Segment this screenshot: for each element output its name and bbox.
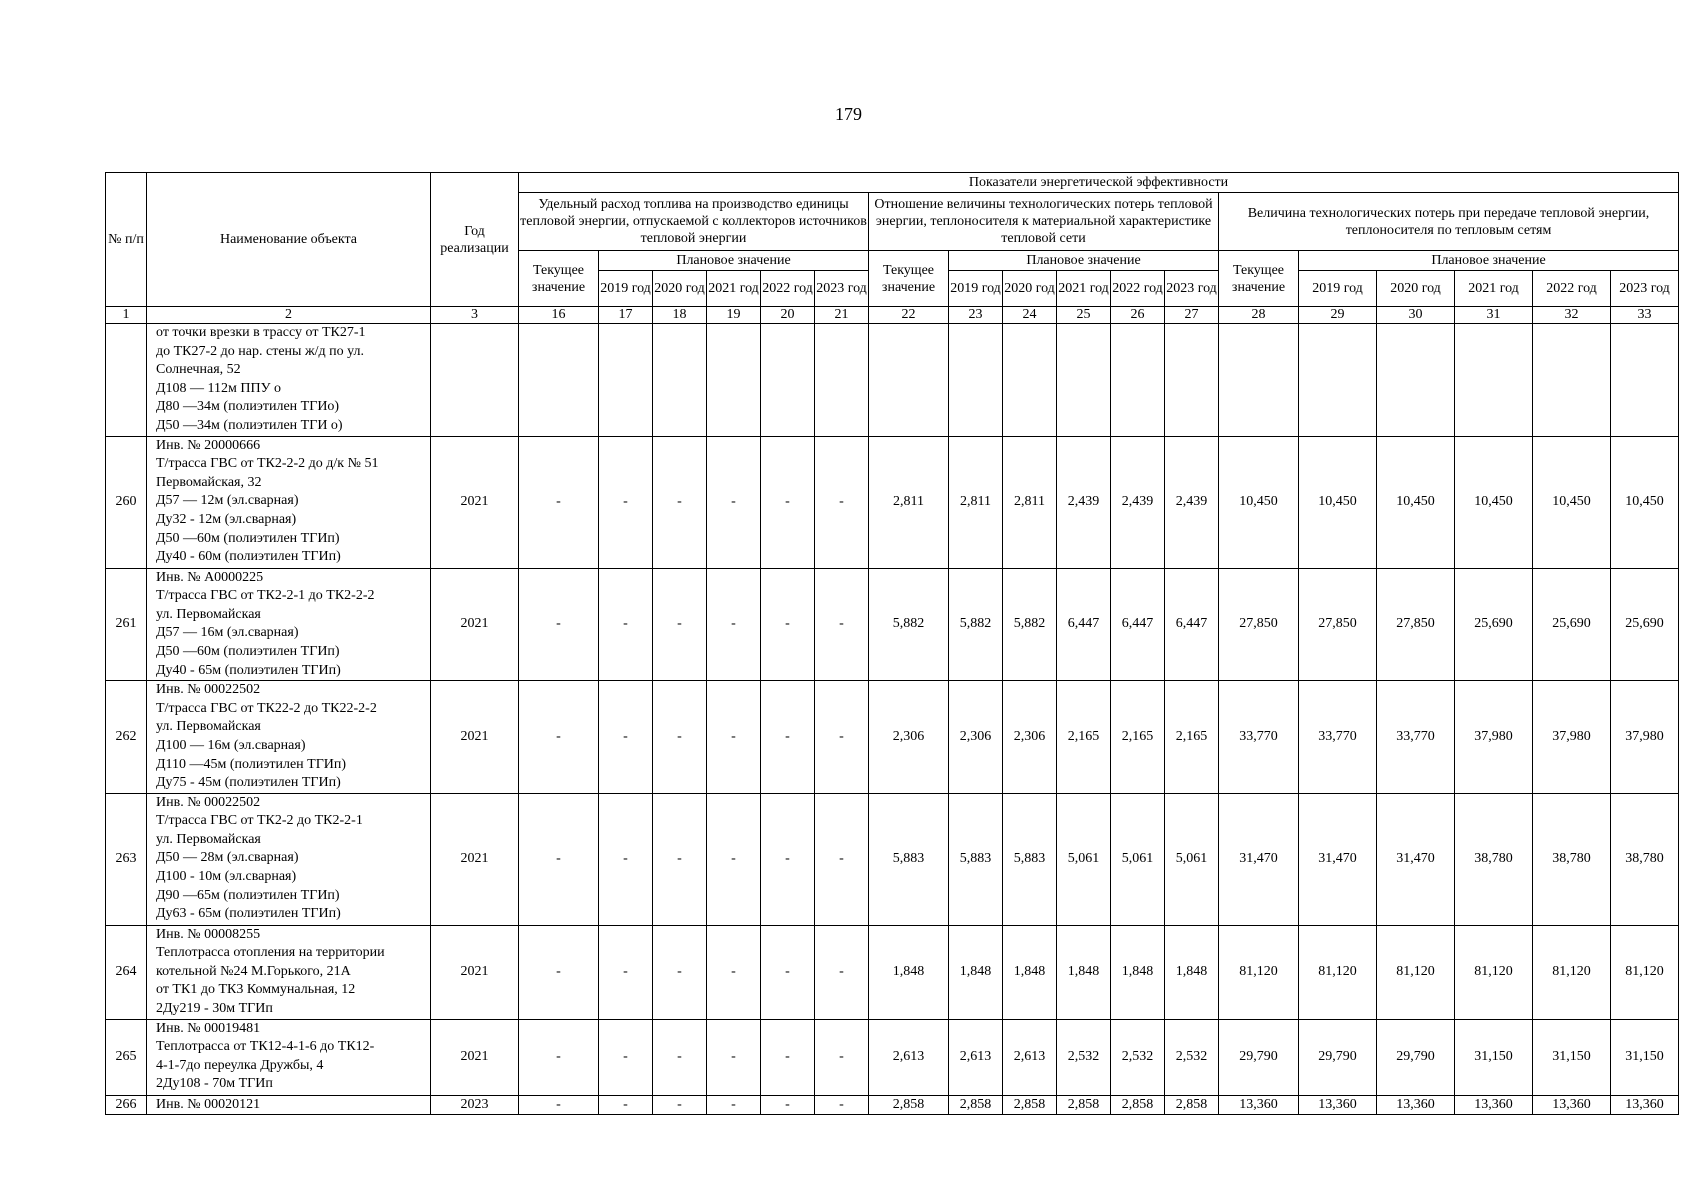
header-year-col: 2023 год (1611, 271, 1679, 307)
value-cell: - (653, 1095, 707, 1115)
value-cell: 5,882 (1003, 568, 1057, 681)
value-cell: - (599, 1019, 653, 1095)
value-cell: - (599, 925, 653, 1019)
value-cell: 10,450 (1299, 436, 1377, 568)
value-cell (1219, 324, 1299, 437)
column-index: 20 (761, 307, 815, 324)
row-number-cell (106, 324, 147, 437)
value-cell (1003, 324, 1057, 437)
column-index: 22 (869, 307, 949, 324)
implementation-year-cell: 2021 (431, 925, 519, 1019)
table-row (106, 1095, 1679, 1115)
value-cell: 1,848 (1111, 925, 1165, 1019)
value-cell: 27,850 (1377, 568, 1455, 681)
value-cell: 81,120 (1377, 925, 1455, 1019)
column-index: 1 (106, 307, 147, 324)
header-year-col: 2022 год (761, 271, 815, 307)
value-cell (1455, 324, 1533, 437)
value-cell: 1,848 (949, 925, 1003, 1019)
value-cell: 29,790 (1299, 1019, 1377, 1095)
value-cell: - (519, 925, 599, 1019)
value-cell: 2,306 (949, 681, 1003, 794)
value-cell: 31,150 (1611, 1019, 1679, 1095)
value-cell: 5,061 (1111, 793, 1165, 925)
column-index: 16 (519, 307, 599, 324)
value-cell: - (707, 1019, 761, 1095)
value-cell: - (519, 1019, 599, 1095)
table-row (106, 925, 1679, 1019)
value-cell: 10,450 (1377, 436, 1455, 568)
value-cell: 10,450 (1611, 436, 1679, 568)
value-cell: 13,360 (1533, 1095, 1611, 1115)
value-cell: 6,447 (1057, 568, 1111, 681)
value-cell: - (519, 793, 599, 925)
value-cell: - (707, 436, 761, 568)
value-cell: - (599, 568, 653, 681)
header-year-col: 2021 год (1455, 271, 1533, 307)
value-cell: 6,447 (1111, 568, 1165, 681)
value-cell: - (653, 681, 707, 794)
value-cell: 81,120 (1455, 925, 1533, 1019)
row-number-cell: 260 (106, 436, 147, 568)
row-number-cell: 262 (106, 681, 147, 794)
value-cell: - (815, 568, 869, 681)
value-cell: - (707, 568, 761, 681)
value-cell: - (761, 793, 815, 925)
value-cell: - (599, 1095, 653, 1115)
object-name-cell: Инв. № 00008255 Теплотрасса отопления на территории котельной №24 М.Горького, 21А от ТК1 до ТК3 Коммунальная, 12 2Ду219 - 30м ТГИп (147, 925, 431, 1019)
header-year-col: 2019 год (1299, 271, 1377, 307)
implementation-year-cell: 2021 (431, 793, 519, 925)
column-index-row (106, 307, 1679, 324)
value-cell: - (761, 1019, 815, 1095)
value-cell: - (707, 681, 761, 794)
value-cell: 10,450 (1219, 436, 1299, 568)
value-cell: 2,858 (869, 1095, 949, 1115)
column-index: 31 (1455, 307, 1533, 324)
value-cell: 10,450 (1533, 436, 1611, 568)
value-cell: 2,811 (1003, 436, 1057, 568)
value-cell (1611, 324, 1679, 437)
value-cell: 2,613 (1003, 1019, 1057, 1095)
value-cell: 5,882 (949, 568, 1003, 681)
header-current-2: Текущее значение (869, 251, 949, 307)
value-cell: 29,790 (1377, 1019, 1455, 1095)
value-cell (707, 324, 761, 437)
value-cell: - (815, 1019, 869, 1095)
table-row (106, 793, 1679, 925)
value-cell: - (761, 681, 815, 794)
value-cell: 6,447 (1165, 568, 1219, 681)
value-cell: 2,439 (1111, 436, 1165, 568)
value-cell: - (653, 793, 707, 925)
object-name-cell: Инв. № А0000225 Т/трасса ГВС от ТК2-2-1 до ТК2-2-2 ул. Первомайская Д57 — 16м (эл.сварная) Д50 —60м (полиэтилен ТГИп) Ду40 - 65м (полиэтилен ТГИп) (147, 568, 431, 681)
header-group-title: Показатели энергетической эффективности (519, 173, 1679, 193)
page-number: 179 (835, 104, 862, 124)
value-cell: 2,165 (1057, 681, 1111, 794)
value-cell: 1,848 (1165, 925, 1219, 1019)
value-cell: - (707, 793, 761, 925)
value-cell: - (599, 436, 653, 568)
row-number-cell: 265 (106, 1019, 147, 1095)
header-group2: Отношение величины технологических потерь тепловой энергии, теплоносителя к материальной характеристике тепловой сети (869, 193, 1219, 251)
value-cell: 25,690 (1533, 568, 1611, 681)
value-cell: 2,306 (869, 681, 949, 794)
value-cell: 2,858 (1057, 1095, 1111, 1115)
value-cell: 37,980 (1455, 681, 1533, 794)
column-index: 26 (1111, 307, 1165, 324)
value-cell: 2,811 (949, 436, 1003, 568)
value-cell: 81,120 (1299, 925, 1377, 1019)
value-cell (653, 324, 707, 437)
header-year-col: 2022 год (1533, 271, 1611, 307)
value-cell: - (815, 436, 869, 568)
column-index: 2 (147, 307, 431, 324)
table-row (106, 1019, 1679, 1095)
implementation-year-cell: 2021 (431, 1019, 519, 1095)
table-body (106, 324, 1679, 1115)
value-cell: 31,150 (1533, 1019, 1611, 1095)
header-planned-2: Плановое значение (949, 251, 1219, 271)
value-cell: 2,858 (1165, 1095, 1219, 1115)
row-number-cell: 266 (106, 1095, 147, 1115)
value-cell: - (519, 1095, 599, 1115)
value-cell: 13,360 (1377, 1095, 1455, 1115)
implementation-year-cell: 2021 (431, 681, 519, 794)
header-name: Наименование объекта (147, 173, 431, 307)
row-number-cell: 261 (106, 568, 147, 681)
value-cell: 33,770 (1377, 681, 1455, 794)
value-cell: - (815, 1095, 869, 1115)
header-year-col: 2023 год (1165, 271, 1219, 307)
value-cell: 5,883 (1003, 793, 1057, 925)
value-cell: - (519, 681, 599, 794)
value-cell: 13,360 (1455, 1095, 1533, 1115)
value-cell: 25,690 (1455, 568, 1533, 681)
value-cell: - (761, 925, 815, 1019)
value-cell (1377, 324, 1455, 437)
column-index: 28 (1219, 307, 1299, 324)
header-planned-1: Плановое значение (599, 251, 869, 271)
implementation-year-cell: 2021 (431, 436, 519, 568)
value-cell: 81,120 (1611, 925, 1679, 1019)
value-cell: 38,780 (1455, 793, 1533, 925)
value-cell: - (761, 1095, 815, 1115)
value-cell: 27,850 (1219, 568, 1299, 681)
value-cell: 10,450 (1455, 436, 1533, 568)
value-cell: 5,882 (869, 568, 949, 681)
column-index: 23 (949, 307, 1003, 324)
value-cell: 5,883 (949, 793, 1003, 925)
object-name-cell: Инв. № 20000666 Т/трасса ГВС от ТК2-2-2 до д/к № 51 Первомайская, 32 Д57 — 12м (эл.сварная) Ду32 - 12м (эл.сварная) Д50 —60м (полиэтилен ТГИп) Ду40 - 60м (полиэтилен ТГИп) (147, 436, 431, 568)
table-row (106, 324, 1679, 437)
object-name-cell: Инв. № 00019481 Теплотрасса от ТК12-4-1-6 до ТК12- 4-1-7до переулка Дружбы, 4 2Ду108 - 70м ТГИп (147, 1019, 431, 1095)
value-cell: 2,613 (869, 1019, 949, 1095)
value-cell (949, 324, 1003, 437)
energy-efficiency-table (105, 172, 1679, 1115)
value-cell: 2,858 (1111, 1095, 1165, 1115)
value-cell: 2,439 (1057, 436, 1111, 568)
value-cell: 2,532 (1111, 1019, 1165, 1095)
header-current-1: Текущее значение (519, 251, 599, 307)
value-cell (761, 324, 815, 437)
value-cell: 2,858 (1003, 1095, 1057, 1115)
value-cell: - (761, 436, 815, 568)
header-year-col: 2020 год (653, 271, 707, 307)
header-group1: Удельный расход топлива на производство единицы тепловой энергии, отпускаемой с коллекторов источников тепловой энергии (519, 193, 869, 251)
value-cell: - (519, 436, 599, 568)
value-cell: 5,061 (1165, 793, 1219, 925)
value-cell: - (815, 793, 869, 925)
header-year: Год реализации (431, 173, 519, 307)
value-cell (1165, 324, 1219, 437)
column-index: 3 (431, 307, 519, 324)
value-cell: - (653, 436, 707, 568)
value-cell: 31,470 (1377, 793, 1455, 925)
header-year-col: 2023 год (815, 271, 869, 307)
value-cell: - (653, 925, 707, 1019)
value-cell: 13,360 (1219, 1095, 1299, 1115)
header-year-col: 2019 год (949, 271, 1003, 307)
value-cell: 25,690 (1611, 568, 1679, 681)
value-cell: 38,780 (1533, 793, 1611, 925)
value-cell: 2,306 (1003, 681, 1057, 794)
header-group3: Величина технологических потерь при передаче тепловой энергии, теплоносителя по тепловым сетям (1219, 193, 1679, 251)
value-cell: 13,360 (1611, 1095, 1679, 1115)
header-year-col: 2021 год (707, 271, 761, 307)
value-cell (599, 324, 653, 437)
value-cell: - (599, 793, 653, 925)
column-index: 17 (599, 307, 653, 324)
table-row (106, 681, 1679, 794)
value-cell: 2,858 (949, 1095, 1003, 1115)
object-name-cell: Инв. № 00022502 Т/трасса ГВС от ТК22-2 до ТК22-2-2 ул. Первомайская Д100 — 16м (эл.сварная) Д110 —45м (полиэтилен ТГИп) Ду75 - 45м (полиэтилен ТГИп) (147, 681, 431, 794)
value-cell: 31,470 (1219, 793, 1299, 925)
implementation-year-cell (431, 324, 519, 437)
column-index: 24 (1003, 307, 1057, 324)
value-cell: 5,061 (1057, 793, 1111, 925)
value-cell: - (815, 681, 869, 794)
column-index: 29 (1299, 307, 1377, 324)
value-cell: 33,770 (1219, 681, 1299, 794)
value-cell: 5,883 (869, 793, 949, 925)
value-cell: 31,150 (1455, 1019, 1533, 1095)
value-cell: - (815, 925, 869, 1019)
table-row (106, 436, 1679, 568)
value-cell: 81,120 (1219, 925, 1299, 1019)
value-cell: - (761, 568, 815, 681)
column-index: 30 (1377, 307, 1455, 324)
table-row (106, 568, 1679, 681)
value-cell: 1,848 (1057, 925, 1111, 1019)
value-cell: 29,790 (1219, 1019, 1299, 1095)
header-year-col: 2019 год (599, 271, 653, 307)
value-cell: - (653, 1019, 707, 1095)
value-cell (1533, 324, 1611, 437)
object-name-cell: от точки врезки в трассу от ТК27-1 до ТК27-2 до нар. стены ж/д по ул. Солнечная, 52 Д108 — 112м ППУ о Д80 —34м (полиэтилен ТГИо) Д50 —34м (полиэтилен ТГИ о) (147, 324, 431, 437)
column-index: 21 (815, 307, 869, 324)
value-cell: 27,850 (1299, 568, 1377, 681)
implementation-year-cell: 2023 (431, 1095, 519, 1115)
column-index: 33 (1611, 307, 1679, 324)
value-cell: 2,165 (1165, 681, 1219, 794)
value-cell (519, 324, 599, 437)
value-cell: 1,848 (1003, 925, 1057, 1019)
value-cell (815, 324, 869, 437)
value-cell: - (707, 925, 761, 1019)
header-planned-3: Плановое значение (1299, 251, 1679, 271)
column-index: 19 (707, 307, 761, 324)
row-number-cell: 263 (106, 793, 147, 925)
value-cell: 13,360 (1299, 1095, 1377, 1115)
value-cell: - (599, 681, 653, 794)
value-cell (869, 324, 949, 437)
header-current-3: Текущее значение (1219, 251, 1299, 307)
header-no: № п/п (106, 173, 147, 307)
value-cell: - (707, 1095, 761, 1115)
value-cell (1111, 324, 1165, 437)
value-cell: 2,613 (949, 1019, 1003, 1095)
value-cell (1299, 324, 1377, 437)
column-index: 32 (1533, 307, 1611, 324)
header-year-col: 2022 год (1111, 271, 1165, 307)
implementation-year-cell: 2021 (431, 568, 519, 681)
value-cell: 2,532 (1165, 1019, 1219, 1095)
value-cell: 2,165 (1111, 681, 1165, 794)
value-cell: 81,120 (1533, 925, 1611, 1019)
value-cell (1057, 324, 1111, 437)
column-index: 18 (653, 307, 707, 324)
row-number-cell: 264 (106, 925, 147, 1019)
value-cell: - (519, 568, 599, 681)
header-year-col: 2020 год (1377, 271, 1455, 307)
value-cell: 1,848 (869, 925, 949, 1019)
header-year-col: 2020 год (1003, 271, 1057, 307)
value-cell: 2,439 (1165, 436, 1219, 568)
value-cell: 2,811 (869, 436, 949, 568)
value-cell: 2,532 (1057, 1019, 1111, 1095)
header-year-col: 2021 год (1057, 271, 1111, 307)
value-cell: 37,980 (1533, 681, 1611, 794)
value-cell: 33,770 (1299, 681, 1377, 794)
value-cell: - (653, 568, 707, 681)
object-name-cell: Инв. № 00020121 (147, 1095, 431, 1115)
value-cell: 31,470 (1299, 793, 1377, 925)
object-name-cell: Инв. № 00022502 Т/трасса ГВС от ТК2-2 до ТК2-2-1 ул. Первомайская Д50 — 28м (эл.сварная) Д100 - 10м (эл.сварная) Д90 —65м (полиэтилен ТГИп) Ду63 - 65м (полиэтилен ТГИп) (147, 793, 431, 925)
value-cell: 37,980 (1611, 681, 1679, 794)
value-cell: 38,780 (1611, 793, 1679, 925)
column-index: 27 (1165, 307, 1219, 324)
column-index: 25 (1057, 307, 1111, 324)
